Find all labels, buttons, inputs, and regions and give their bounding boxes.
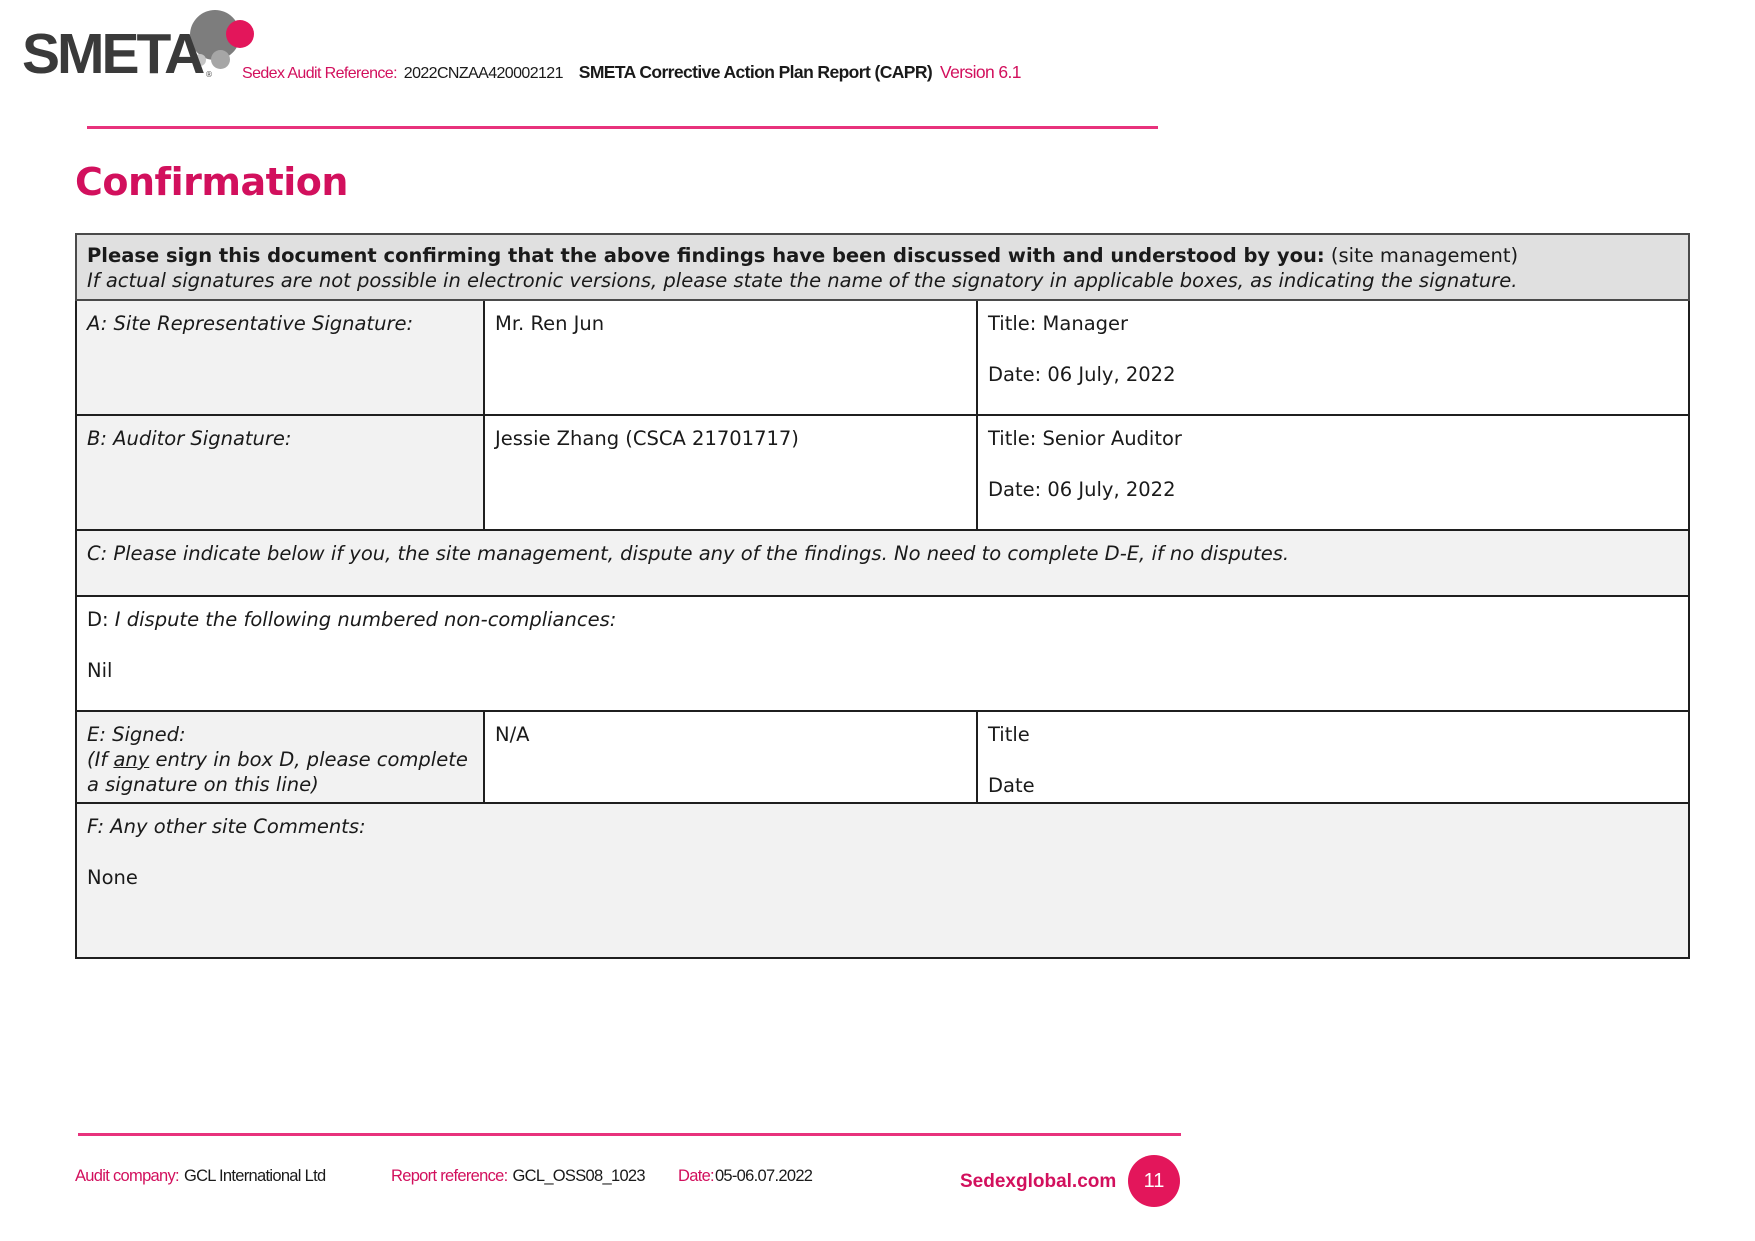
- footer-date-value: 05-06.07.2022: [714, 1167, 813, 1185]
- row-a-signature-field[interactable]: Mr. Ren Jun: [484, 300, 977, 415]
- logo-dot-grey-medium: [211, 50, 230, 69]
- row-f-value[interactable]: None: [87, 866, 138, 889]
- row-a-title[interactable]: Title: Manager: [988, 312, 1129, 335]
- instructions-main: [87, 243, 1678, 268]
- smeta-logo: [22, 8, 237, 86]
- row-b-label: B: Auditor Signature:: [76, 415, 484, 530]
- footer-divider: [78, 1133, 1181, 1136]
- footer-date: [678, 1167, 812, 1186]
- row-e-label: [76, 711, 484, 803]
- row-e-label-line1: E: Signed:: [87, 723, 186, 746]
- row-e-signed: [76, 711, 1689, 803]
- instructions-row: [76, 234, 1689, 300]
- audit-reference-value: 2022CNZAA420002121: [403, 65, 563, 82]
- row-a-title-date: [977, 300, 1689, 415]
- footer-date-label: Date:: [678, 1167, 714, 1185]
- row-d-disputes: [76, 596, 1689, 711]
- row-e-note-pre: (If: [87, 748, 114, 771]
- row-b-auditor: [76, 415, 1689, 530]
- row-b-date[interactable]: Date: 06 July, 2022: [988, 478, 1176, 501]
- footer-audit-company: [75, 1167, 325, 1186]
- header-info: [242, 62, 1021, 83]
- row-d-label: [87, 607, 1678, 632]
- report-title: SMETA Corrective Action Plan Report (CAPR): [578, 62, 933, 82]
- instructions-bold: Please sign this document confirming that the above findings have been discussed with and understood by you:: [87, 244, 1325, 267]
- report-version: Version 6.1: [939, 62, 1021, 82]
- instructions-cell: [76, 234, 1689, 300]
- audit-company-label: Audit company:: [75, 1167, 179, 1185]
- row-f-comments: [76, 803, 1689, 958]
- row-e-date[interactable]: Date: [988, 774, 1035, 797]
- row-b-title-date: [977, 415, 1689, 530]
- confirmation-table: [75, 233, 1690, 959]
- row-e-title-date: [977, 711, 1689, 803]
- row-d-value[interactable]: Nil: [87, 659, 113, 682]
- row-b-signature-field[interactable]: Jessie Zhang (CSCA 21701717): [484, 415, 977, 530]
- report-reference-label: Report reference:: [391, 1167, 508, 1185]
- row-a-date[interactable]: Date: 06 July, 2022: [988, 363, 1176, 386]
- row-c-text: C: Please indicate below if you, the site management, dispute any of the findings. No need to complete D-E, if no disputes.: [76, 530, 1689, 596]
- logo-dot-pink: [226, 20, 254, 48]
- report-reference-value: GCL_OSS08_1023: [512, 1167, 645, 1185]
- row-e-note-post: entry in box D, please complete a signature on this line): [87, 748, 468, 796]
- page-title: Confirmation: [75, 160, 348, 204]
- row-d-cell: [76, 596, 1689, 711]
- row-e-note-underlined: any: [113, 748, 150, 771]
- header-divider: [87, 126, 1158, 129]
- row-b-title[interactable]: Title: Senior Auditor: [988, 427, 1182, 450]
- row-e-signature-field[interactable]: N/A: [484, 711, 977, 803]
- footer-report-reference: [391, 1167, 645, 1186]
- row-f-label: F: Any other site Comments:: [87, 815, 366, 838]
- website-link[interactable]: Sedexglobal.com: [960, 1171, 1117, 1192]
- logo-text: SMETA: [22, 22, 203, 86]
- row-e-title[interactable]: Title: [988, 723, 1030, 746]
- instructions-note: If actual signatures are not possible in electronic versions, please state the name of the signatory in applicable boxes, as indicating the signature.: [87, 269, 1518, 292]
- row-e-label-note: [87, 747, 473, 797]
- row-c-dispute-instructions: [76, 530, 1689, 596]
- registered-mark-icon: ®: [205, 70, 213, 79]
- audit-reference-label: Sedex Audit Reference:: [242, 65, 397, 82]
- row-a-label: A: Site Representative Signature:: [76, 300, 484, 415]
- page-number-badge: 11: [1128, 1155, 1180, 1207]
- row-d-prefix: D:: [87, 608, 109, 631]
- row-d-label-text: I dispute the following numbered non-compliances:: [108, 608, 617, 631]
- row-f-cell: [76, 803, 1689, 958]
- audit-company-value: GCL International Ltd: [183, 1167, 326, 1185]
- instructions-tail: (site management): [1324, 244, 1519, 267]
- row-a-site-representative: [76, 300, 1689, 415]
